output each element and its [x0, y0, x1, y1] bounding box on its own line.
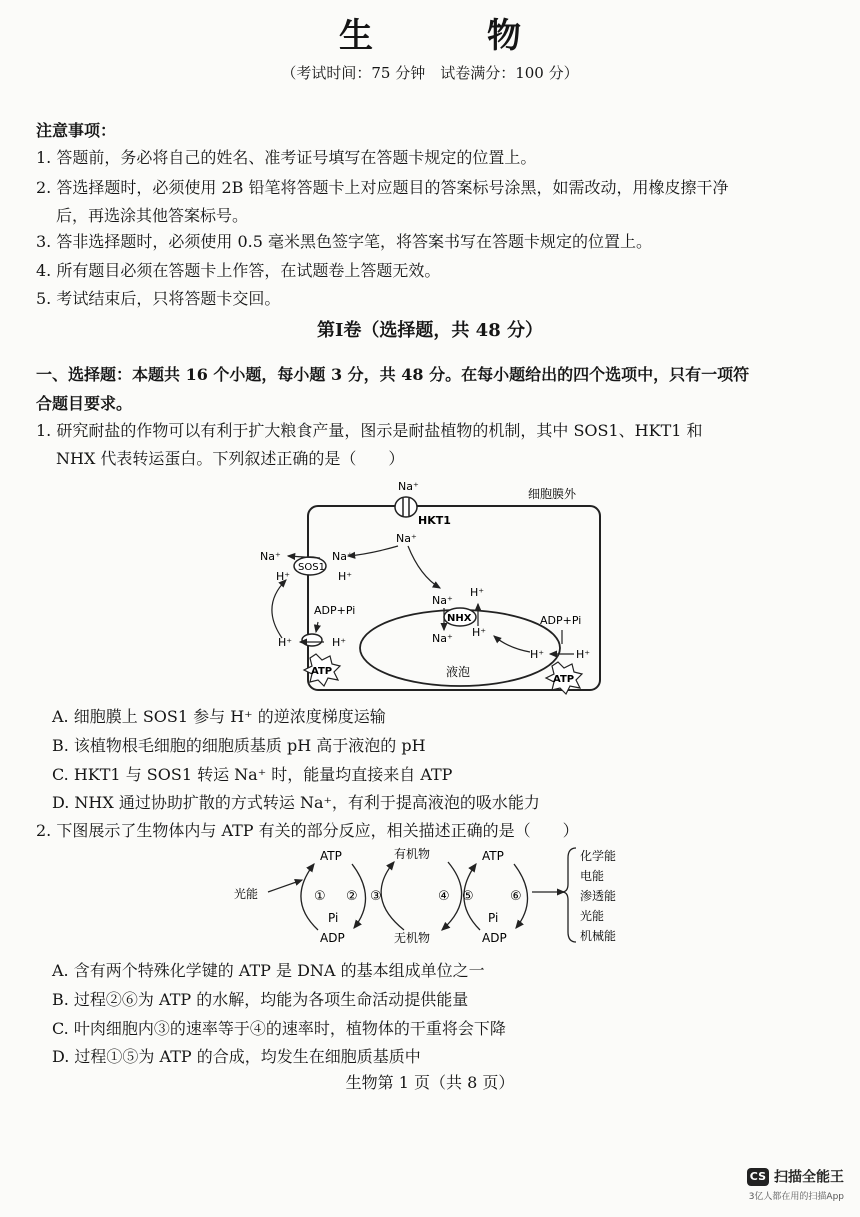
- label-na: Na⁺: [332, 550, 353, 563]
- energy-form: 机械能: [580, 929, 617, 943]
- label-inorganic: 无机物: [394, 931, 431, 945]
- scanner-slogan: 3亿人都在用的扫描App: [748, 1191, 844, 1202]
- q1-option-b: B. 该植物根毛细胞的细胞质基质 pH 高于液泡的 pH: [52, 736, 426, 755]
- notice-item: 4. 所有题目必须在答题卡上作答，在试题卷上答题无效。: [36, 261, 441, 280]
- salt-tolerance-diagram: [240, 476, 620, 698]
- hkt1-channel: [395, 497, 417, 517]
- label-h: H⁺: [470, 586, 485, 599]
- step-4: ④: [438, 889, 450, 904]
- label-atp: ATP: [553, 674, 575, 685]
- label-adp-pi: ADP+Pi: [540, 614, 582, 627]
- label-pi: Pi: [328, 911, 339, 925]
- label-h: H⁺: [472, 626, 487, 639]
- energy-form: 电能: [580, 869, 605, 883]
- label-atp: ATP: [482, 849, 504, 863]
- page-footer: 生物第 1 页（共 8 页）: [345, 1073, 515, 1092]
- q1-option-c: C. HKT1 与 SOS1 转运 Na⁺ 时，能量均直接来自 ATP: [52, 765, 453, 784]
- scanner-logo-icon: CS: [747, 1168, 769, 1186]
- energy-form: 光能: [580, 909, 605, 923]
- section-instruction: 合题目要求。: [36, 394, 133, 413]
- energy-form: 渗透能: [580, 889, 617, 903]
- question-1-stem: 1. 研究耐盐的作物可以有利于扩大粮食产量，图示是耐盐植物的机制，其中 SOS1、HKT1 和: [36, 421, 703, 440]
- q1-option-a: A. 细胞膜上 SOS1 参与 H⁺ 的逆浓度梯度运输: [52, 707, 386, 726]
- label-organic: 有机物: [394, 847, 431, 861]
- scanner-app-name: 扫描全能王: [774, 1169, 844, 1186]
- notice-item: 2. 答选择题时，必须使用 2B 铅笔将答题卡上对应题目的答案标号涂黑，如需改动，用橡皮擦干净: [36, 178, 729, 197]
- label-atp: ATP: [320, 849, 342, 863]
- step-2: ②: [346, 889, 358, 904]
- label-adp-pi: ADP+Pi: [314, 604, 356, 617]
- step-6: ⑥: [510, 889, 522, 904]
- scanner-watermark: [747, 1166, 844, 1202]
- section-title: 第Ⅰ卷（选择题，共 48 分）: [316, 320, 543, 341]
- notice-item: 5. 考试结束后，只将答题卡交回。: [36, 289, 281, 308]
- label-na: Na⁺: [398, 480, 419, 493]
- q2-option-a: A. 含有两个特殊化学键的 ATP 是 DNA 的基本组成单位之一: [52, 961, 485, 980]
- notice-item: 后，再选涂其他答案标号。: [56, 206, 249, 225]
- question-2-stem: 2. 下图展示了生物体内与 ATP 有关的部分反应，相关描述正确的是（ ）: [36, 821, 579, 840]
- label-atp: ATP: [311, 666, 333, 677]
- notice-item: 1. 答题前，务必将自己的姓名、准考证号填写在答题卡规定的位置上。: [36, 148, 537, 167]
- question-1-stem: NHX 代表转运蛋白。下列叙述正确的是（ ）: [56, 449, 405, 468]
- atp-cycle-diagram: [228, 842, 668, 950]
- label-adp: ADP: [482, 931, 507, 945]
- label-sos1: SOS1: [298, 562, 325, 573]
- q2-option-d: D. 过程①⑤为 ATP 的合成，均发生在细胞质基质中: [52, 1047, 421, 1066]
- section-instruction: 一、选择题：本题共 16 个小题，每小题 3 分，共 48 分。在每小题给出的四个选项中，只有一项符: [36, 365, 750, 384]
- label-hkt1: HKT1: [418, 514, 451, 527]
- label-h: H⁺: [332, 636, 347, 649]
- label-h: H⁺: [576, 648, 591, 661]
- proton-pump: [302, 634, 322, 646]
- label-nhx: NHX: [447, 613, 472, 624]
- step-5: ⑤: [462, 889, 474, 904]
- q2-option-c: C. 叶肉细胞内③的速率等于④的速率时，植物体的干重将会下降: [52, 1019, 506, 1038]
- label-na: Na⁺: [432, 594, 453, 607]
- label-na: Na⁺: [432, 632, 453, 645]
- outside-label: 细胞膜外: [528, 487, 577, 501]
- q2-option-b: B. 过程②⑥为 ATP 的水解，均能为各项生命活动提供能量: [52, 990, 469, 1009]
- step-1: ①: [314, 889, 326, 904]
- notice-item: 3. 答非选择题时，必须使用 0.5 毫米黑色签字笔，将答案书写在答题卡规定的位置上。: [36, 232, 652, 251]
- label-na: Na⁺: [396, 532, 417, 545]
- label-light: 光能: [234, 887, 259, 901]
- label-na: Na⁺: [260, 550, 281, 563]
- vacuole-label: 液泡: [446, 665, 471, 679]
- label-h: H⁺: [530, 648, 545, 661]
- brace: [562, 848, 576, 942]
- label-h: H⁺: [276, 570, 291, 583]
- q1-option-d: D. NHX 通过协助扩散的方式转运 Na⁺，有利于提高液泡的吸水能力: [52, 793, 540, 812]
- page-title: 生 物: [339, 16, 561, 56]
- exam-info: （考试时间：75 分钟 试卷满分：100 分）: [281, 64, 579, 82]
- label-adp: ADP: [320, 931, 345, 945]
- label-pi: Pi: [488, 911, 499, 925]
- label-h: H⁺: [278, 636, 293, 649]
- cell-membrane: [308, 506, 600, 690]
- label-h: H⁺: [338, 570, 353, 583]
- notice-heading: 注意事项：: [36, 121, 117, 140]
- step-3: ③: [370, 889, 382, 904]
- energy-form: 化学能: [580, 849, 617, 863]
